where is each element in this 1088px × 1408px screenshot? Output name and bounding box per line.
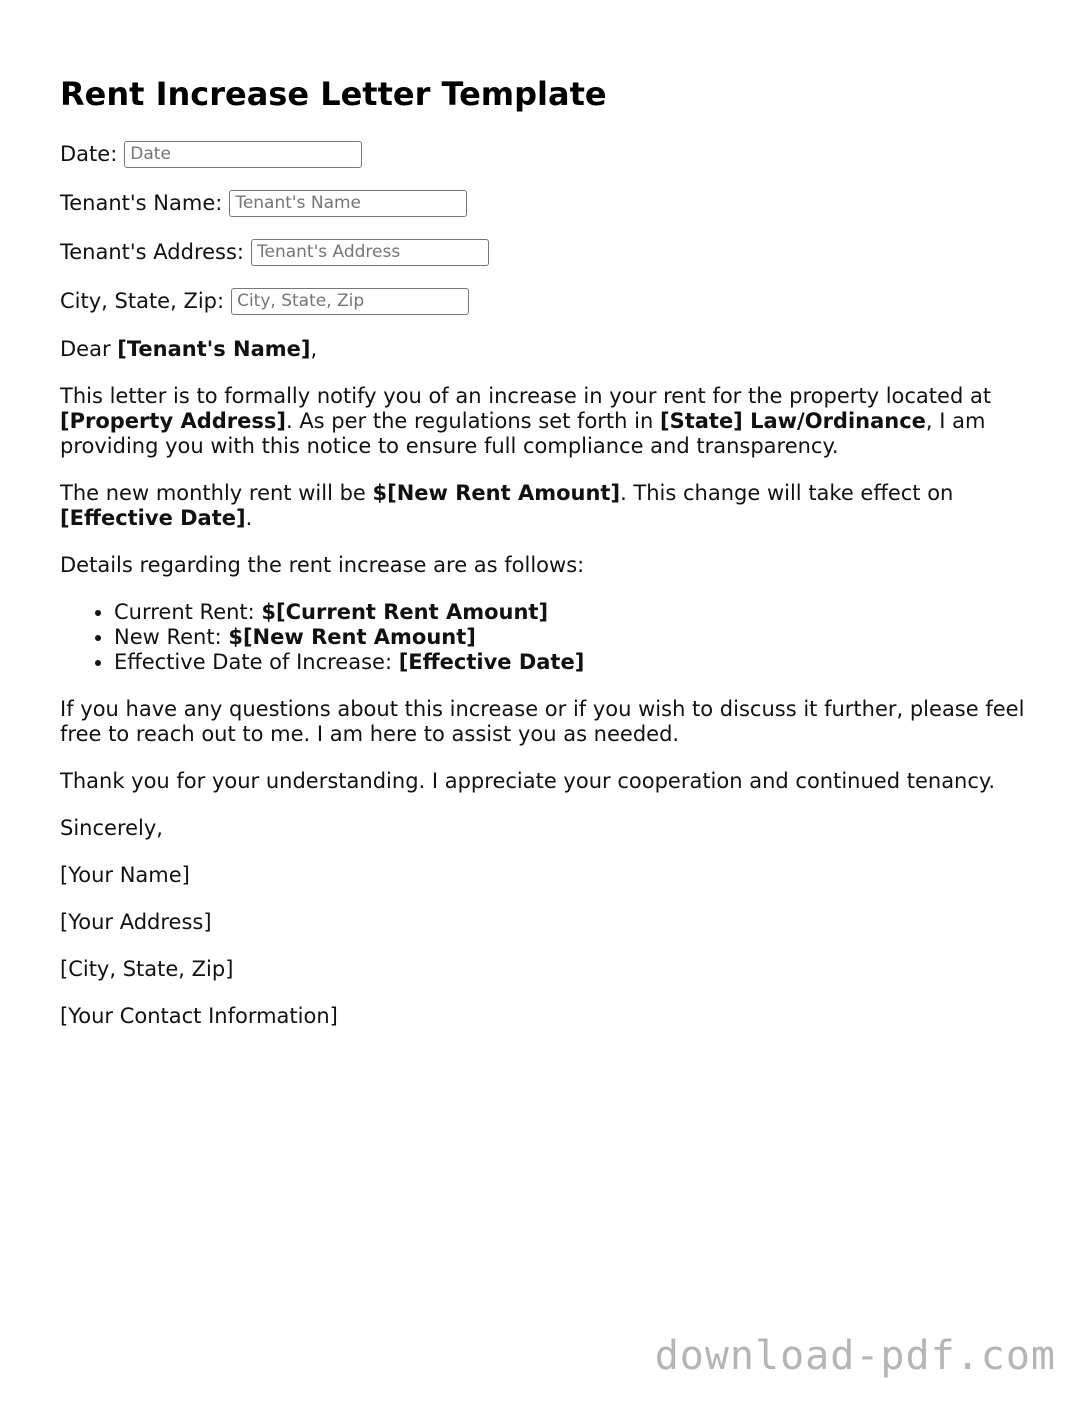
detail-label: New Rent: — [114, 625, 229, 649]
signature-contact: [Your Contact Information] — [60, 1004, 338, 1028]
date-row — [60, 140, 1028, 168]
salutation — [60, 337, 1028, 362]
new-rent-text-2: . This change will take effect on — [620, 481, 954, 505]
effective-date-placeholder: [Effective Date] — [60, 506, 246, 530]
detail-label: Current Rent: — [114, 600, 262, 624]
new-rent-paragraph — [60, 481, 1028, 531]
tenant-name-input[interactable] — [229, 190, 467, 217]
list-item — [114, 650, 1028, 675]
details-list — [60, 600, 1028, 675]
detail-value: $[New Rent Amount] — [228, 625, 476, 649]
tenant-address-label: Tenant's Address: — [60, 239, 244, 264]
city-state-zip-input[interactable] — [231, 288, 469, 315]
notice-text-2: . As per the regulations set forth in — [285, 409, 660, 433]
city-state-zip-row — [60, 287, 1028, 315]
salutation-tenant-name: [Tenant's Name] — [117, 337, 311, 361]
tenant-name-row — [60, 189, 1028, 217]
page-title: Rent Increase Letter Template — [60, 75, 607, 113]
signature-name: [Your Name] — [60, 863, 190, 887]
salutation-suffix: , — [310, 337, 318, 361]
list-item — [114, 600, 1028, 625]
list-item — [114, 625, 1028, 650]
notice-paragraph — [60, 384, 1028, 459]
notice-text-1: This letter is to formally notify you of an increase in your rent for the property located at — [60, 384, 992, 408]
tenant-name-label: Tenant's Name: — [60, 190, 223, 215]
letter-page — [60, 74, 1028, 1051]
questions-paragraph: If you have any questions about this increase or if you wish to discuss it further, please feel free to reach out to me. I am here to assist you as needed. — [60, 697, 1025, 746]
detail-value: [Effective Date] — [398, 650, 585, 674]
tenant-address-input[interactable] — [251, 239, 489, 266]
detail-value: $[Current Rent Amount] — [261, 600, 549, 624]
date-label: Date: — [60, 141, 118, 166]
thanks-paragraph: Thank you for your understanding. I appreciate your cooperation and continued tenancy. — [60, 769, 996, 793]
closing: Sincerely, — [60, 816, 163, 840]
details-intro: Details regarding the rent increase are as follows: — [60, 553, 585, 577]
salutation-prefix: Dear — [60, 337, 118, 361]
new-rent-text-3: . — [245, 506, 253, 530]
new-rent-text-1: The new monthly rent will be — [60, 481, 373, 505]
signature-address: [Your Address] — [60, 910, 212, 934]
property-address-placeholder: [Property Address] — [60, 409, 286, 433]
tenant-address-row — [60, 238, 1028, 266]
detail-label: Effective Date of Increase: — [114, 650, 399, 674]
signature-city-state-zip: [City, State, Zip] — [60, 957, 234, 981]
notice-text-3: , I am providing you with this notice to ensure full compliance and transparency. — [60, 409, 986, 458]
state-law-placeholder: [State] Law/Ordinance — [659, 409, 926, 433]
date-input[interactable] — [124, 141, 362, 168]
new-rent-amount-placeholder: $[New Rent Amount] — [372, 481, 621, 505]
city-state-zip-label: City, State, Zip: — [60, 288, 225, 313]
watermark: download-pdf.com — [654, 1333, 1056, 1379]
